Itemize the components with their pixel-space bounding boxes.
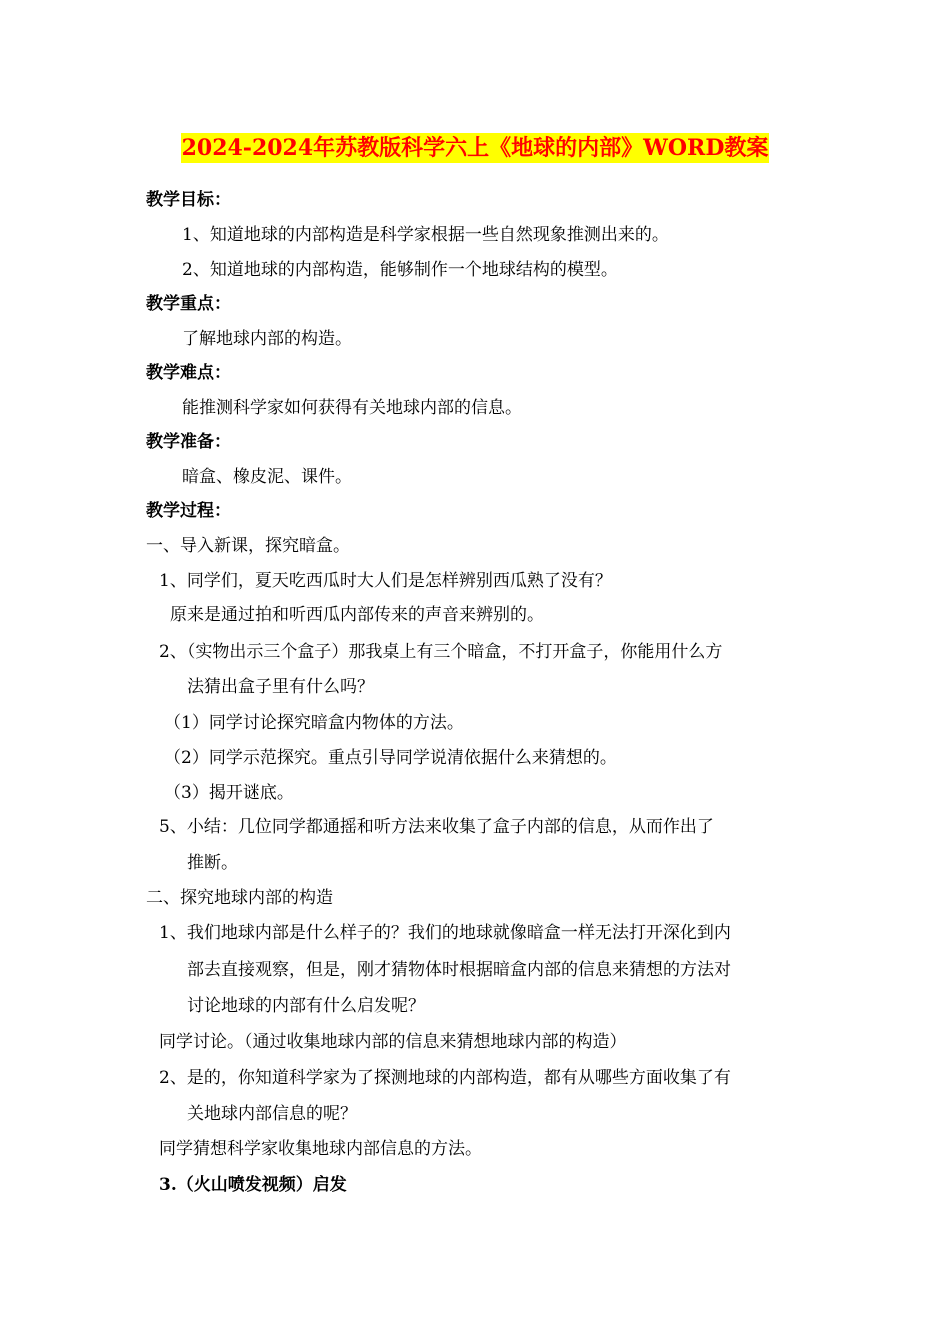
part1-question-2-line-2: 法猜出盒子里有什么吗？: [187, 677, 374, 697]
difficulties-text: 能推测科学家如何获得有关地球内部的信息。: [182, 398, 522, 418]
key-points-text: 了解地球内部的构造。: [182, 329, 352, 349]
key-points-heading: 教学重点：: [146, 294, 231, 314]
part2-question-2-line-1: 2、是的，你知道科学家为了探测地球的内部构造，都有从哪些方面收集了有: [159, 1068, 731, 1088]
part1-summary-line-2: 推断。: [187, 853, 238, 873]
difficulties-heading: 教学难点：: [146, 363, 231, 383]
part2-answer-1: 同学讨论。（通过收集地球内部的信息来猜想地球内部的构造）: [159, 1032, 627, 1052]
objectives-heading: 教学目标：: [146, 190, 231, 210]
part2-question-1-line-3: 讨论地球的内部有什么启发呢？: [187, 996, 425, 1016]
preparation-heading: 教学准备：: [146, 432, 231, 452]
part1-question-1: 1、同学们，夏天吃西瓜时大人们是怎样辨别西瓜熟了没有？: [159, 571, 612, 591]
part2-question-2-line-2: 关地球内部信息的呢？: [187, 1104, 357, 1124]
title-container: [0, 133, 950, 163]
part1-heading: 一、导入新课，探究暗盒。: [146, 536, 350, 556]
preparation-text: 暗盒、橡皮泥、课件。: [182, 467, 352, 487]
part2-heading: 二、探究地球内部的构造: [146, 888, 333, 908]
part1-question-2-line-1: 2、（实物出示三个盒子）那我桌上有三个暗盒，不打开盒子，你能用什么方: [159, 642, 723, 662]
part2-question-3: 3.（火山喷发视频）启发: [159, 1175, 347, 1195]
part2-question-1-line-2: 部去直接观察，但是，刚才猜物体时根据暗盒内部的信息来猜想的方法对: [187, 960, 731, 980]
part2-answer-2: 同学猜想科学家收集地球内部信息的方法。: [159, 1139, 482, 1159]
part1-step-2: （2）同学示范探究。重点引导同学说清依据什么来猜想的。: [164, 748, 617, 768]
document-title: 2024-2024年苏教版科学六上《地球的内部》WORD教案: [181, 135, 769, 161]
part1-summary-line-1: 5、小结：几位同学都通摇和听方法来收集了盒子内部的信息，从而作出了: [159, 817, 714, 837]
objective-item-2: 2、知道地球的内部构造，能够制作一个地球结构的模型。: [182, 260, 618, 280]
part1-step-3: （3）揭开谜底。: [164, 783, 294, 803]
process-heading: 教学过程：: [146, 501, 231, 521]
part1-answer-1: 原来是通过拍和听西瓜内部传来的声音来辨别的。: [170, 605, 544, 625]
part2-question-1-line-1: 1、我们地球内部是什么样子的？我们的地球就像暗盒一样无法打开深化到内: [159, 923, 731, 943]
objective-item-1: 1、知道地球的内部构造是科学家根据一些自然现象推测出来的。: [182, 225, 669, 245]
part1-step-1: （1）同学讨论探究暗盒内物体的方法。: [164, 713, 464, 733]
